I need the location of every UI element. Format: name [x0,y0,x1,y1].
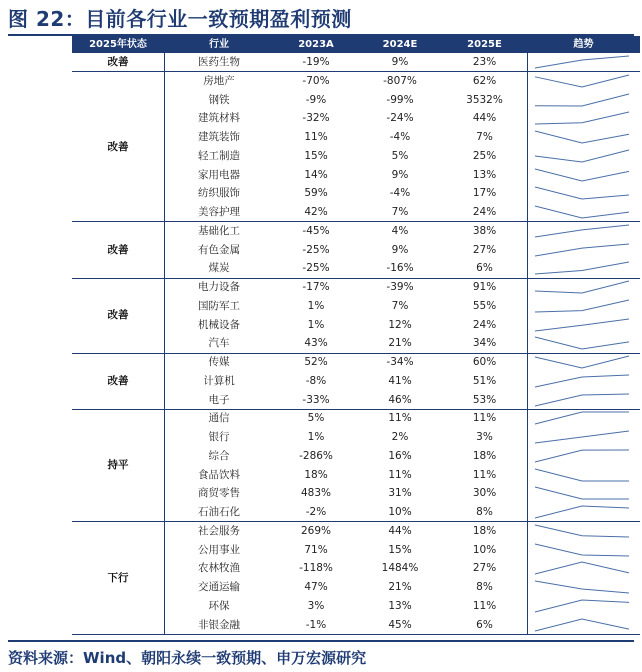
cell-industry: 公用事业 [198,543,240,556]
cell-2025e: 62% [472,74,497,87]
trend-line [535,562,629,574]
header-2024e: 2024E [382,39,418,50]
cell-2025e: 11% [472,468,497,481]
cell-2024e: -4% [389,131,411,143]
cell-2023a: -45% [302,224,330,237]
status-label: 改善 [107,309,129,321]
cell-2024e: 21% [388,581,412,593]
cell-2023a: -70% [302,74,330,87]
cell-2023a: -33% [302,393,330,406]
cell-2024e: 11% [388,412,412,425]
cell-2024e: -99% [386,93,414,106]
status-label: 持平 [107,459,129,472]
cell-2024e: 2% [391,431,409,443]
cell-2023a: 11% [304,131,328,143]
cell-2024e: 4% [391,224,409,237]
cell-industry: 轻工制造 [198,149,240,162]
source-rule [8,640,634,642]
cell-2023a: 59% [304,187,328,200]
header-trend: 趋势 [573,39,594,50]
trend-sparkline [527,409,637,428]
cell-2025e: 3% [476,431,493,443]
cell-2024e: 45% [388,618,412,631]
trend-sparkline [527,522,637,541]
cell-2024e: -39% [386,281,414,293]
cell-2025e: 60% [472,356,497,368]
cell-2025e: 13% [472,168,497,181]
cell-2024e: 21% [388,337,412,350]
cell-2024e: 16% [388,449,412,462]
cell-2025e: 8% [476,506,493,518]
cell-2025e: 8% [476,581,493,593]
cell-industry: 环保 [208,599,230,612]
cell-2024e: 7% [391,299,409,312]
cell-2024e: 9% [391,168,409,181]
trend-sparkline [527,466,637,485]
cell-2023a: 1% [307,299,325,312]
header-status: 2025年状态 [89,39,147,50]
trend-line [535,450,629,462]
trend-line [535,394,629,406]
cell-industry: 房地产 [203,74,235,87]
cell-2025e: 17% [472,187,497,200]
trend-sparkline [527,334,637,353]
cell-industry: 农林牧渔 [198,562,240,575]
trend-sparkline [527,53,637,72]
trend-sparkline [527,203,637,222]
trend-sparkline [527,128,637,147]
cell-2025e: 27% [472,562,497,575]
cell-2024e: 46% [388,393,412,406]
cell-industry: 建筑装饰 [198,131,240,143]
cell-2023a: -19% [302,56,330,68]
source-note: 资料来源：Wind、朝阳永续一致预期、申万宏源研究 [8,649,367,667]
cell-2024e: 11% [388,468,412,481]
cell-2023a: -1% [305,618,327,631]
trend-line [535,131,629,143]
cell-industry: 纺织服饰 [198,187,240,200]
cell-industry: 家用电器 [198,168,240,181]
trend-sparkline [527,559,637,578]
trend-sparkline [527,578,637,597]
cell-2024e: 9% [391,243,409,256]
trend-line [535,619,629,631]
cell-2024e: 13% [388,599,412,612]
cell-2023a: -9% [305,93,327,106]
cell-industry: 社会服务 [198,524,240,537]
cell-2024e: -4% [389,187,411,200]
trend-line [535,56,629,68]
trend-line [535,337,629,349]
cell-2025e: 10% [472,543,497,556]
cell-2023a: 483% [300,487,332,500]
trend-line [535,169,629,181]
cell-industry: 电力设备 [198,281,240,293]
cell-industry: 煤炭 [208,262,230,275]
cell-2025e: 18% [472,449,497,462]
status-label: 改善 [107,375,129,387]
trend-sparkline [527,147,637,166]
header-2023a: 2023A [298,39,334,50]
cell-2024e: -16% [386,262,414,275]
cell-2025e: 44% [472,112,497,125]
trend-sparkline [527,259,637,278]
trend-line [535,281,629,293]
cell-2023a: 42% [304,206,328,218]
cell-2023a: 52% [304,356,328,368]
trend-line [535,469,629,481]
cell-industry: 机械设备 [198,318,240,331]
cell-industry: 商贸零售 [198,487,240,500]
status-label: 下行 [107,571,129,584]
header-2025e: 2025E [467,39,502,50]
trend-line [535,112,629,124]
cell-2025e: 55% [472,299,497,312]
trend-sparkline [527,184,637,203]
cell-2023a: 1% [307,431,325,443]
cell-2025e: 23% [472,56,497,68]
cell-2023a: -2% [305,506,327,518]
column-divider [527,53,528,634]
trend-line [535,356,629,368]
cell-industry: 通信 [208,412,230,425]
cell-2025e: 30% [472,487,497,500]
cell-industry: 食品饮料 [198,468,240,481]
trend-sparkline [527,447,637,466]
trend-line [535,75,629,87]
cell-2024e: 1484% [381,562,419,575]
trend-line [535,506,629,518]
cell-2025e: 24% [472,318,497,331]
cell-2025e: 18% [472,524,497,537]
cell-2023a: 14% [304,168,328,181]
trend-sparkline [527,616,637,635]
cell-2025e: 91% [472,281,497,293]
cell-2023a: 43% [304,337,328,350]
cell-industry: 传媒 [208,356,230,368]
trend-sparkline [527,503,637,522]
trend-line [535,150,629,162]
status-label: 改善 [107,243,129,256]
cell-2025e: 7% [476,131,493,143]
cell-2023a: -25% [302,262,330,275]
cell-industry: 汽车 [208,337,230,350]
trend-sparkline [527,353,637,372]
cell-2024e: 31% [388,487,412,500]
cell-industry: 非银金融 [198,618,240,631]
cell-2024e: 44% [388,524,412,537]
cell-2024e: 7% [391,206,409,218]
cell-2023a: -8% [305,374,327,387]
cell-2023a: 18% [304,468,328,481]
cell-2025e: 6% [476,262,493,275]
column-divider [164,53,165,634]
cell-2023a: -17% [302,281,330,293]
cell-2024e: 41% [388,374,412,387]
cell-2023a: 71% [304,543,328,556]
trend-line [535,319,629,331]
cell-2024e: 9% [391,56,409,68]
cell-2023a: 3% [307,599,325,612]
status-label: 改善 [107,140,129,153]
trend-line [535,225,629,237]
cell-industry: 医药生物 [198,56,240,68]
cell-industry: 石油石化 [198,506,240,518]
cell-industry: 有色金属 [198,243,240,256]
cell-2023a: 269% [300,524,332,537]
cell-2025e: 38% [472,224,497,237]
cell-industry: 钢铁 [208,93,230,106]
cell-industry: 交通运输 [198,581,240,593]
trend-sparkline [527,166,637,185]
cell-2023a: -118% [299,562,333,575]
trend-line [535,375,629,387]
cell-2023a: -286% [299,449,333,462]
cell-2023a: -32% [302,112,330,125]
trend-sparkline [527,278,637,297]
cell-industry: 建筑材料 [198,112,240,125]
trend-sparkline [527,372,637,391]
cell-2023a: 5% [307,412,325,425]
cell-2025e: 25% [472,149,497,162]
cell-2023a: 47% [304,581,328,593]
trend-sparkline [527,391,637,410]
header-industry: 行业 [209,39,229,50]
trend-sparkline [527,297,637,316]
trend-sparkline [527,91,637,110]
cell-2023a: 1% [307,318,325,331]
trend-line [535,187,629,199]
cell-2025e: 11% [472,412,497,425]
trend-line [535,600,629,612]
trend-sparkline [527,109,637,128]
trend-sparkline [527,241,637,260]
trend-line [535,300,629,312]
trend-sparkline [527,316,637,335]
cell-2023a: 15% [304,149,328,162]
trend-line [535,412,629,424]
cell-industry: 银行 [208,431,230,443]
cell-2024e: 12% [388,318,412,331]
cell-2025e: 51% [472,374,497,387]
cell-2025e: 27% [472,243,497,256]
trend-sparkline [527,541,637,560]
cell-2025e: 34% [472,337,497,350]
trend-line [535,525,629,537]
trend-line [535,431,629,443]
trend-sparkline [527,428,637,447]
cell-2024e: -24% [386,112,414,125]
cell-2025e: 24% [472,206,497,218]
cell-2025e: 3532% [466,93,503,106]
cell-2025e: 11% [472,599,497,612]
cell-2023a: -25% [302,243,330,256]
trend-line [535,262,629,274]
group-divider [72,634,640,635]
trend-line [535,544,629,556]
table-header [72,36,640,53]
cell-industry: 国防军工 [198,299,240,312]
trend-line [535,94,629,106]
figure-title: 图 22：目前各行业一致预期盈利预测 [8,7,352,31]
trend-line [535,244,629,256]
cell-industry: 美容护理 [198,206,240,218]
trend-sparkline [527,484,637,503]
cell-industry: 综合 [208,449,230,462]
trend-sparkline [527,222,637,241]
cell-industry: 计算机 [203,374,235,387]
status-label: 改善 [107,56,129,68]
trend-line [535,581,629,593]
trend-line [535,487,629,499]
trend-line [535,206,629,218]
cell-industry: 电子 [208,393,230,406]
trend-sparkline [527,72,637,91]
cell-2024e: 10% [388,506,412,518]
trend-sparkline [527,597,637,616]
cell-2025e: 6% [476,618,493,631]
cell-2024e: 5% [391,149,409,162]
cell-2024e: -807% [383,74,417,87]
cell-2025e: 53% [472,393,497,406]
cell-industry: 基础化工 [198,224,240,237]
cell-2024e: 15% [388,543,412,556]
cell-2024e: -34% [386,356,414,368]
